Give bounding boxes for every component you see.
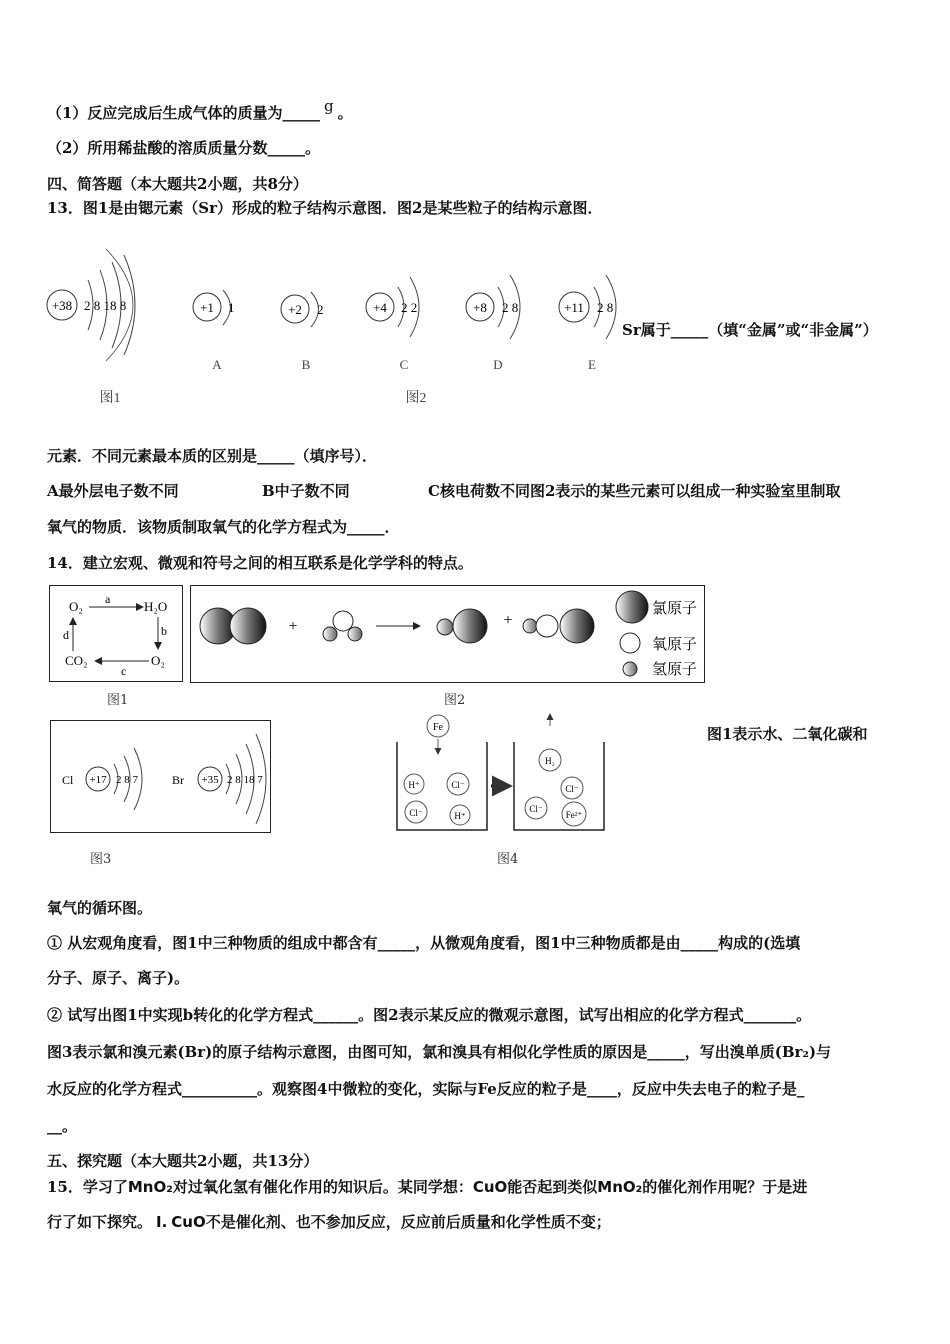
right-beaker-h2: H₂: [545, 756, 555, 766]
question-2-line: （2）所用稀盐酸的溶质质量分数_____。: [47, 139, 320, 157]
particle-a: [193, 290, 235, 372]
br-symbol: Br: [172, 773, 184, 787]
right-beaker-fe2: Fe²⁺: [565, 810, 583, 820]
cycle-arrow-b-label: b: [161, 624, 167, 638]
question-14-line-c: 分子、原子、离子)。: [47, 969, 190, 987]
legend-chlorine: 氯原子: [652, 599, 698, 617]
q15-a-mno2: MnO₂: [127, 1178, 173, 1196]
figure-1-caption: 图1: [99, 391, 121, 406]
cycle-o2-top: O₂: [69, 599, 83, 614]
q15-a-end: 的催化剂作用呢？于是进: [642, 1178, 808, 1196]
legend-oxygen: 氧原子: [652, 635, 698, 653]
fig14-3-caption: 图3: [90, 852, 112, 867]
question-13-line-b: 氧气的物质．该物质制取氧气的化学方程式为_____．: [47, 518, 400, 536]
question-13-option-c: C核电荷数不同图2表示的某些元素可以组成一种实验室里制取: [428, 482, 841, 500]
section-4-heading: 四、简答题（本大题共2小题，共8分）: [47, 175, 308, 193]
left-beaker-ion-1: H⁺: [408, 780, 420, 790]
question-14-line-b: ① 从宏观角度看，图1中三种物质的组成中都含有_____，从微观角度看，图1中三种物质都是由_____构成的(选填: [47, 934, 801, 952]
q15-a-mno2-b: MnO₂: [597, 1178, 643, 1196]
particle-b-label: B: [301, 357, 311, 372]
question-13-option-b: B中子数不同: [262, 482, 350, 500]
particle-e-nucleus: +11: [564, 300, 584, 315]
legend-hydrogen: 氢原子: [652, 660, 698, 678]
reaction-plus-2: +: [503, 612, 513, 629]
sr-atom-structure: [47, 249, 135, 361]
question-14-stem: 14．建立宏观、微观和符号之间的相互联系是化学学科的特点。: [47, 554, 473, 572]
cycle-arrow-d-label: d: [63, 628, 69, 642]
cycle-o2-bottom: O₂: [151, 653, 165, 668]
q15-b-cuo: CuO: [171, 1213, 206, 1231]
figure-14-2-reaction-diagram: [190, 585, 706, 685]
left-beaker-ion-4: H⁺: [454, 811, 466, 821]
question-1-text: （1）反应完成后生成气体的质量为_____: [47, 104, 320, 122]
question-14-side-text: 图1表示水、二氧化碳和: [707, 725, 868, 743]
question-14-line-f: 水反应的化学方程式__________。观察图4中微粒的变化，实际与Fe反应的粒子是____，反应中失去电子的粒子是_: [47, 1080, 805, 1098]
question-14-line-g: __。: [47, 1117, 78, 1135]
question-14-line-e: 图3表示氯和溴元素(Br)的原子结构示意图，由图可知，氯和溴具有相似化学性质的原因是_____，写出溴单质(Br₂)与: [47, 1043, 832, 1061]
br-nucleus: +35: [201, 774, 219, 786]
question-13-stem: 13．图1是由锶元素（Sr）形成的粒子结构示意图．图2是某些粒子的结构示意图．: [47, 199, 603, 217]
q15-b-end: 不是催化剂、也不参加反应，反应前后质量和化学性质不变；: [205, 1213, 611, 1231]
fig14-1-caption: 图1: [107, 693, 129, 708]
q15-a-pre: 15．学习了: [47, 1178, 128, 1196]
particle-b: [281, 292, 324, 372]
particle-e: [559, 275, 616, 372]
figure-2-caption: 图2: [405, 391, 427, 406]
br-shells: 2 8 18 7: [227, 774, 263, 786]
cycle-h2o: H₂O: [144, 599, 168, 614]
question-1-end: 。: [337, 104, 353, 122]
question-14-line-a: 氧气的循环图。: [47, 899, 153, 917]
cl-shells: 2 8 7: [116, 774, 138, 786]
question-15-line-b: [47, 1212, 611, 1232]
cycle-arrow-a-label: a: [105, 592, 111, 606]
figure-14-4-beaker-reaction: [392, 712, 624, 834]
fig14-2-caption: 图2: [444, 693, 466, 708]
cl-nucleus: +17: [89, 774, 107, 786]
cycle-co2: CO₂: [65, 653, 88, 668]
question-13-option-a: A最外层电子数不同: [47, 482, 179, 500]
particle-a-nucleus: +1: [200, 300, 214, 315]
right-beaker-ion-1: Cl⁻: [565, 784, 579, 794]
left-beaker-ion-3: Cl⁻: [409, 808, 423, 818]
reaction-plus-1: +: [288, 618, 298, 635]
question-1-line: [47, 97, 353, 123]
particle-a-label: A: [212, 357, 222, 372]
particle-e-label: E: [588, 357, 596, 372]
particle-b-shells: 2: [317, 302, 324, 317]
question-13-side-text: Sr属于_____（填“金属”或“非金属”）: [622, 321, 878, 339]
section-5-heading: 五、探究题（本大题共2小题，共13分）: [47, 1152, 319, 1170]
particle-d-nucleus: +8: [473, 300, 487, 315]
q15-a-cuo: CuO: [472, 1178, 508, 1196]
question-14-line-d: ② 试写出图1中实现b转化的化学方程式______。图2表示某反应的微观示意图，试写出相应的化学方程式_______。: [47, 1006, 812, 1024]
particle-c-shells: 2 2: [401, 300, 418, 315]
sr-shell-electrons: 2 8 18 8: [84, 298, 127, 313]
particle-d: [466, 275, 520, 372]
q15-a-mid: 对过氧化氢有催化作用的知识后。某同学想：: [172, 1178, 473, 1196]
particle-a-shells: 1: [228, 300, 235, 315]
figure-14-3-halogen-structures: [50, 720, 272, 834]
cycle-arrow-c-label: c: [121, 664, 127, 678]
particle-c-nucleus: +4: [373, 300, 387, 315]
particle-c: [366, 277, 419, 372]
particle-d-shells: 2 8: [502, 300, 519, 315]
question-1-unit: g: [323, 97, 334, 115]
right-beaker-ion-2: Cl⁻: [529, 804, 543, 814]
q15-b-roman: Ⅰ.: [156, 1213, 168, 1231]
figure-14-1-cycle-diagram: [49, 585, 184, 685]
particle-c-label: C: [399, 357, 409, 372]
q15-a-mid2: 能否起到类似: [507, 1178, 598, 1196]
particle-e-shells: 2 8: [597, 300, 614, 315]
question-15-line-a: [47, 1177, 807, 1197]
sr-nucleus: +38: [51, 298, 73, 313]
fig14-4-caption: 图4: [497, 852, 519, 867]
beaker-fe: Fe: [433, 722, 443, 733]
q15-b-pre: 行了如下探究。: [47, 1213, 153, 1231]
cl-symbol: Cl: [62, 773, 74, 787]
figure-13-particle-diagrams: [40, 245, 640, 415]
particle-b-nucleus: +2: [288, 302, 302, 317]
particle-d-label: D: [493, 357, 503, 372]
left-beaker-ion-2: Cl⁻: [451, 780, 465, 790]
question-13-line-a: 元素．不同元素最本质的区别是_____（填序号）．: [47, 447, 378, 465]
